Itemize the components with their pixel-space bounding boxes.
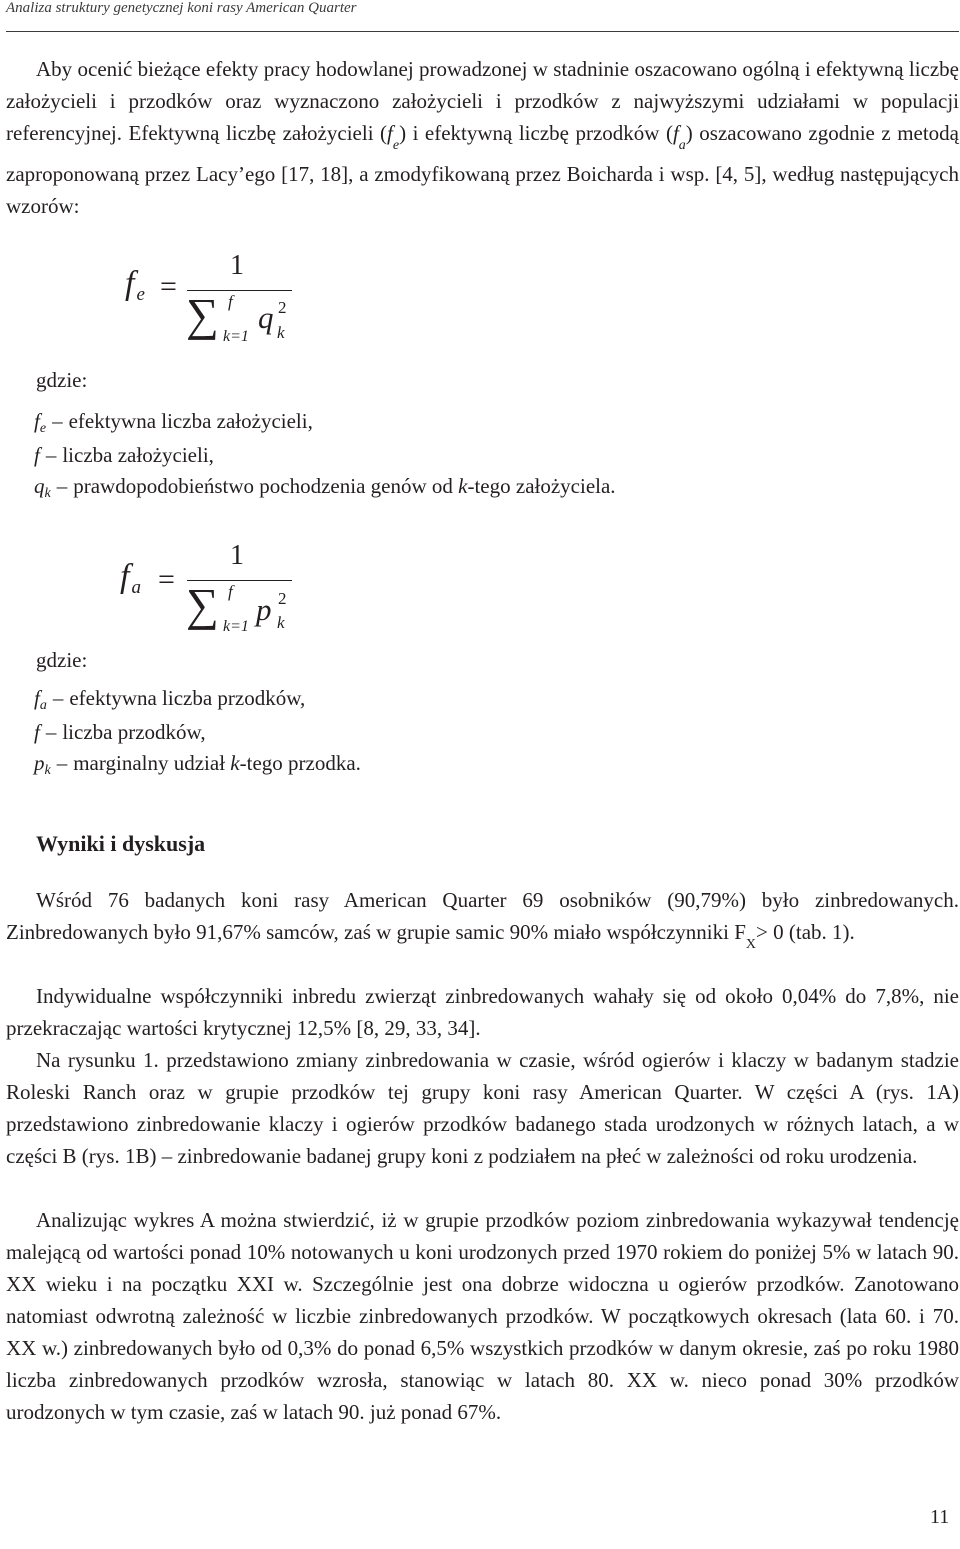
definition-row: $q_k$ – prawdopodobieństwo pochodzenia genów od k-tego założyciela. (34, 474, 616, 501)
formula2-lhs: f $_a$ (120, 558, 141, 598)
formula1-exponent: 2 (278, 298, 287, 317)
page-number: 11 (930, 1506, 950, 1528)
fe-symbol: $f_e$ (387, 121, 400, 154)
formula1-variable: q (258, 300, 274, 335)
gdzie-label-1: gdzie: (36, 368, 88, 392)
definition-row: f – liczba przodków, (34, 720, 206, 744)
formula2-lower-limit: k=1 (223, 618, 249, 635)
definitions-2 (34, 683, 361, 782)
formula2-variable: p (256, 592, 272, 627)
formula1-variable-sub: k (277, 323, 285, 342)
header-rule (6, 31, 959, 32)
definition-row: $f_a$ – efektywna liczba przodków, (34, 686, 306, 713)
intro-text-1: Aby ocenić bieżące efekty pracy hodowlanej prowadzonej w stadninie oszacowano ogólną i efektywną liczbę założycieli i przodków oraz wyznaczono założycieli i przodków z najwyższymi udziałami w populacji referencyjnej. Efektywną liczbę założycieli ( (6, 57, 959, 145)
definition-row: $p_k$ – marginalny udział k-tego przodka. (34, 751, 361, 778)
results-paragraph-4: Analizując wykres A można stwierdzić, iż w grupie przodków poziom zinbredowania wykazywał tendencję malejącą od wartości ponad 10% notowanych u koni urodzonych przed 1970 rokiem do poniżej 5% w latach 90. XX wieku i na początku XXI w. Szczególnie jest ona dobrze widoczna u ogierów przodków. Zanotowano natomiast odwrotną zależność w liczbie zinbredowanych przodków. W początkowych okresach (lata 60. i 70. XX w.) zinbredowanych było od 0,3% do ponad 6,5% wszystkich przodków w danym okresie, zaś po roku 1980 liczba zinbredowanych przodków wzrosła, stanowiąc w latach 80. XX w. nieco ponad 30% przodków urodzonych w tym czasie, zaś w latach 90. już ponad 67%. (6, 1208, 959, 1424)
intro-text-3: ) oszacowano zgodnie z metodą zaproponowaną przez Lacy’ego [17, 18], a zmodyfikowaną przez Boicharda i wsp. [4, 5], według następujących wzorów: (6, 121, 959, 219)
formula2-sigma: ∑ (186, 579, 219, 630)
intro-paragraph (6, 53, 959, 222)
formula1-lower-limit: k=1 (223, 328, 249, 345)
definitions-1 (34, 406, 616, 505)
results-paragraph-3: Na rysunku 1. przedstawiono zmiany zinbredowania w czasie, wśród ogierów i klaczy w badanym stadzie Roleski Ranch oraz w grupie przodków tej grupy koni rasy American Quarter. W części A (rys. 1A) przedstawiono zinbredowanie klaczy i ogierów przodków badanego stada urodzonych w różnych latach, a w części B (rys. 1B) – zinbredowanie badanej grupy koni z podziałem na płeć w zależności od roku urodzenia. (6, 1048, 959, 1168)
gdzie-label-2: gdzie: (36, 648, 88, 672)
formula1-lhs: f $_e$ (125, 265, 145, 305)
formula2-exponent: 2 (278, 589, 287, 608)
results-paragraph-1: Wśród 76 badanych koni rasy American Quarter 69 osobników (90,79%) było zinbredowanych. Zinbredowanych było 91,67% samców, zaś w grupie samic 90% miało współczynniki $F_X> 0$ (tab. 1). (6, 888, 959, 953)
formula1-numerator: 1 (230, 250, 244, 281)
intro-text-2: ) i efektywną liczbę przodków ( (399, 121, 673, 145)
formula1-upper-limit: f (228, 292, 233, 311)
formula2-numerator: 1 (230, 540, 244, 571)
running-head: Analiza struktury genetycznej koni rasy American Quarter (6, 0, 357, 16)
formula1-sigma: ∑ (186, 289, 219, 340)
fa-symbol: $f_a$ (672, 121, 686, 154)
definition-row: f – liczba założycieli, (34, 443, 214, 467)
formula2-equals: = (158, 563, 175, 596)
formula2-variable-sub: k (277, 613, 285, 632)
section-heading: Wyniki i dyskusja (36, 831, 206, 856)
formula2-upper-limit: f (228, 582, 233, 601)
definition-row: $f_e$ – efektywna liczba założycieli, (34, 409, 313, 436)
formula1-equals: = (160, 270, 177, 303)
results-paragraph-2: Indywidualne współczynniki inbredu zwierząt zinbredowanych wahały się od około 0,04% do 7,8%, nie przekraczając wartości krytycznej 12,5% [8, 29, 33, 34]. (6, 984, 959, 1040)
